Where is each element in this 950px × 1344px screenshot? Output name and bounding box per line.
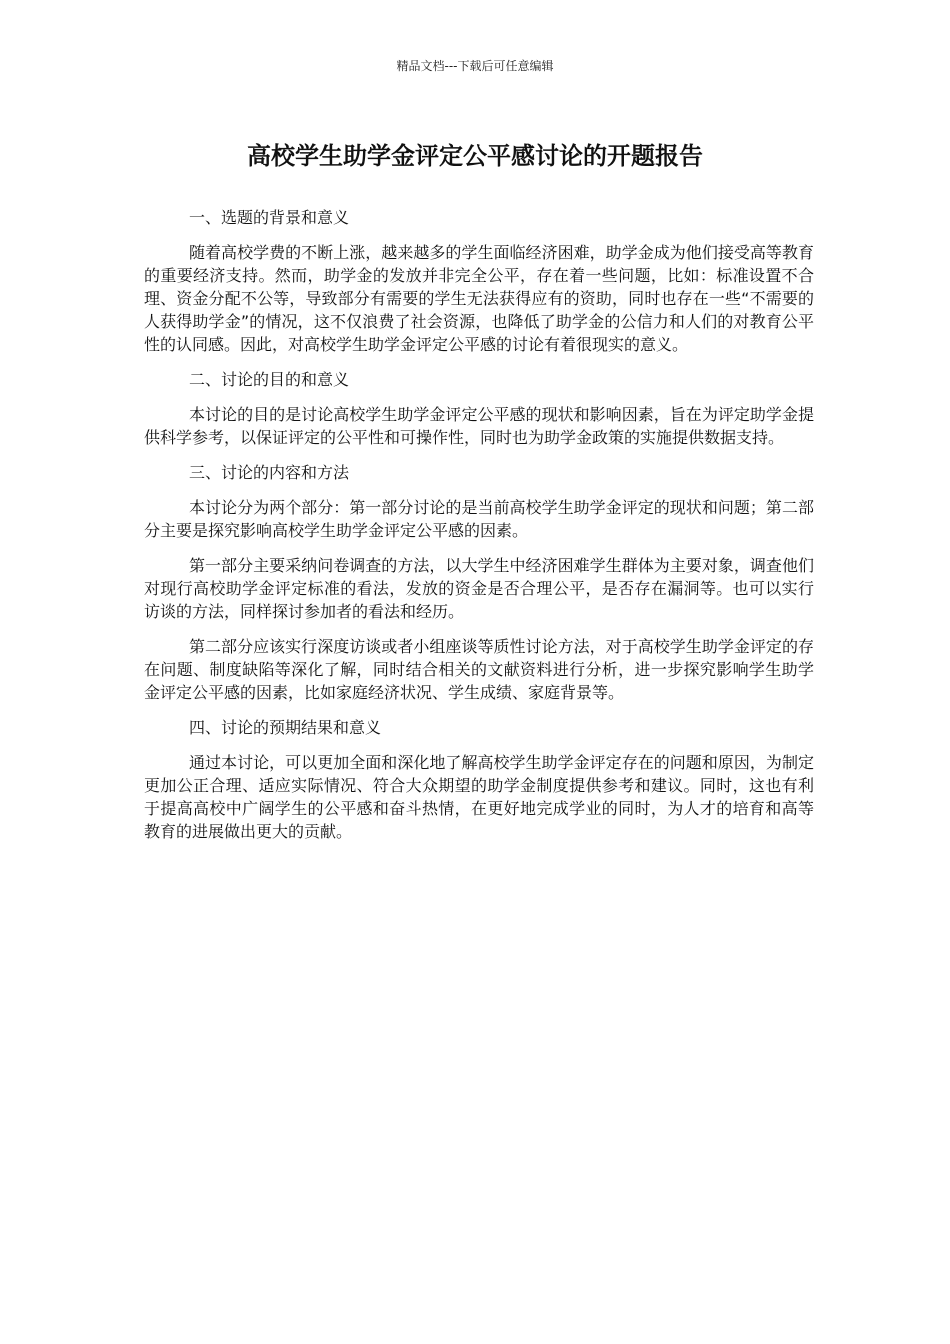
section-purpose — [144, 368, 814, 449]
section-heading: 二、讨论的目的和意义 — [189, 370, 350, 389]
paragraph: 第一部分主要采纳问卷调查的方法，以大学生中经济困难学生群体为主要对象，调查他们对现行高校助学金评定标准的看法，发放的资金是否合理公平，是否存在漏洞等。也可以实行访谈的方法，同样探讨参加者的看法和经历。 — [144, 556, 814, 621]
paragraph: 本讨论分为两个部分：第一部分讨论的是当前高校学生助学金评定的现状和问题；第二部分主要是探究影响高校学生助学金评定公平感的因素。 — [144, 498, 814, 540]
section-heading: 一、选题的背景和意义 — [189, 208, 350, 227]
section-background — [144, 206, 814, 356]
section-content-methods — [144, 461, 814, 704]
paragraph: 第二部分应该实行深度访谈或者小组座谈等质性讨论方法，对于高校学生助学金评定的存在问题、制度缺陷等深化了解，同时结合相关的文献资料进行分析，进一步探究影响学生助学金评定公平感的因素，比如家庭经济状况、学生成绩、家庭背景等。 — [144, 637, 814, 702]
document-title: 高校学生助学金评定公平感讨论的开题报告 — [247, 142, 703, 170]
header-note: 精品文档---下载后可任意编辑 — [396, 59, 554, 73]
section-heading: 四、讨论的预期结果和意义 — [189, 718, 382, 737]
paragraph: 随着高校学费的不断上涨，越来越多的学生面临经济困难，助学金成为他们接受高等教育的重要经济支持。然而，助学金的发放并非完全公平，存在着一些问题，比如：标准设置不合理、资金分配不公等，导致部分有需要的学生无法获得应有的资助，同时也存在一些“不需要的人获得助学金”的情况，这不仅浪费了社会资源，也降低了助学金的公信力和人们的对教育公平性的认同感。因此，对高校学生助学金评定公平感的讨论有着很现实的意义。 — [144, 243, 814, 354]
paragraph: 通过本讨论，可以更加全面和深化地了解高校学生助学金评定存在的问题和原因，为制定更加公正合理、适应实际情况、符合大众期望的助学金制度提供参考和建议。同时，这也有利于提高高校中广阔学生的公平感和奋斗热情，在更好地完成学业的同时，为人才的培育和高等教育的进展做出更大的贡献。 — [144, 753, 814, 841]
document-body — [144, 206, 814, 855]
section-expected-results — [144, 716, 814, 843]
paragraph: 本讨论的目的是讨论高校学生助学金评定公平感的现状和影响因素，旨在为评定助学金提供科学参考，以保证评定的公平性和可操作性，同时也为助学金政策的实施提供数据支持。 — [144, 405, 814, 447]
section-heading: 三、讨论的内容和方法 — [189, 463, 350, 482]
